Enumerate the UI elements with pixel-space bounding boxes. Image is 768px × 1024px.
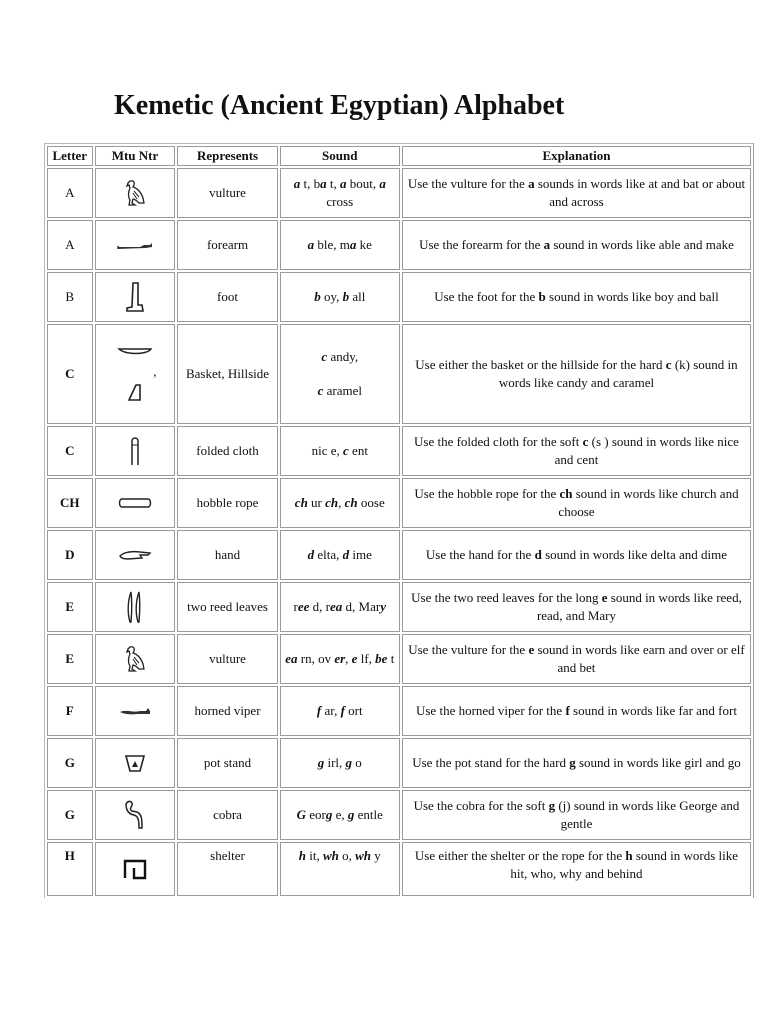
sound-bold-segment: er — [334, 651, 346, 666]
explanation-text-segment: Use the pot stand for the hard — [412, 755, 570, 770]
sound-bold-segment: ea — [285, 651, 298, 666]
sound-bold-segment: c — [343, 443, 349, 458]
mtu-ntr-cell — [95, 582, 176, 632]
represents-cell: cobra — [177, 790, 277, 840]
sound-text-segment: o, — [338, 848, 356, 863]
hobble-rope-icon — [98, 496, 173, 510]
explanation-cell — [402, 272, 751, 322]
forearm-icon — [98, 240, 173, 250]
explanation-bold-segment: g — [548, 798, 556, 813]
sound-text-segment: t — [387, 651, 395, 666]
sound-text-segment: d, Mar — [342, 599, 381, 614]
sound-text-segment: t, — [326, 176, 340, 191]
letter-cell: G — [47, 790, 93, 840]
sound-bold-segment: g — [345, 755, 353, 770]
explanation-bold-segment: e — [528, 642, 535, 657]
table-row — [47, 582, 751, 632]
mtu-ntr-cell — [95, 478, 176, 528]
letter-cell: B — [47, 272, 93, 322]
col-header-mtu-ntr: Mtu Ntr — [95, 146, 176, 166]
explanation-text-segment: sound in words like hit, who, why and behind — [510, 848, 739, 881]
letter-cell: H — [47, 842, 93, 896]
sound-bold-segment: h — [298, 848, 306, 863]
sound-text-segment: e, — [327, 443, 344, 458]
table-row — [47, 790, 751, 840]
sound-text-segment: ble, m — [314, 237, 350, 252]
explanation-cell — [402, 530, 751, 580]
sound-text-segment: o — [352, 755, 362, 770]
letter-cell: G — [47, 738, 93, 788]
explanation-text-segment: sound in words like church and choose — [558, 486, 739, 519]
explanation-bold-segment: a — [543, 237, 551, 252]
sound-text-segment: d, r — [309, 599, 331, 614]
sound-bold-segment: G — [296, 807, 306, 822]
sound-text-segment: cross — [326, 194, 354, 209]
explanation-text-segment: Use either the shelter or the rope for the — [414, 848, 626, 863]
table-row — [47, 738, 751, 788]
explanation-text-segment: sound in words like able and make — [550, 237, 734, 252]
sound-text-segment: r — [293, 599, 298, 614]
col-header-letter: Letter — [47, 146, 93, 166]
alphabet-table — [44, 143, 754, 898]
table-row — [47, 272, 751, 322]
explanation-text-segment: Use the cobra for the soft — [413, 798, 549, 813]
sound-text-segment: entle — [354, 807, 383, 822]
represents-cell: vulture — [177, 634, 277, 684]
represents-cell: forearm — [177, 220, 277, 270]
explanation-bold-segment: ch — [559, 486, 573, 501]
explanation-cell — [402, 426, 751, 476]
letter-cell: D — [47, 530, 93, 580]
explanation-text-segment: sound in words like far and fort — [569, 703, 737, 718]
letter-cell: E — [47, 582, 93, 632]
sound-text-segment: eor — [306, 807, 326, 822]
sound-text-segment: irl, — [324, 755, 346, 770]
hand-icon — [98, 549, 173, 561]
explanation-bold-segment: h — [625, 848, 633, 863]
sound-text-segment: aramel — [323, 383, 362, 398]
sound-cell — [280, 272, 400, 322]
explanation-bold-segment: g — [569, 755, 576, 770]
explanation-text-segment: sound in words like earn and over or elf and bet — [534, 642, 745, 675]
sound-bold-segment: be — [375, 651, 388, 666]
explanation-bold-segment: f — [565, 703, 570, 718]
explanation-bold-segment: b — [538, 289, 546, 304]
explanation-text-segment: Use either the basket or the hillside for the hard — [415, 357, 666, 372]
sound-cell — [280, 790, 400, 840]
table-row — [47, 426, 751, 476]
explanation-cell — [402, 738, 751, 788]
sound-cell — [280, 478, 400, 528]
sound-text-segment: all — [349, 289, 366, 304]
represents-cell: horned viper — [177, 686, 277, 736]
represents-cell: folded cloth — [177, 426, 277, 476]
sound-text-segment: ent — [348, 443, 368, 458]
letter-cell: E — [47, 634, 93, 684]
sound-text-segment: ar, — [321, 703, 341, 718]
sound-text-segment: ke — [356, 237, 372, 252]
explanation-text-segment: Use the hobble rope for the — [414, 486, 560, 501]
explanation-cell — [402, 582, 751, 632]
sound-text-segment: , — [338, 495, 345, 510]
sound-bold-segment: ch — [344, 495, 358, 510]
sound-bold-segment: a — [320, 176, 327, 191]
vulture-icon — [98, 179, 173, 207]
sound-bold-segment: e — [351, 651, 358, 666]
sound-bold-segment: d — [307, 547, 315, 562]
table-row — [47, 842, 751, 896]
mtu-ntr-cell — [95, 426, 176, 476]
explanation-text-segment: Use the foot for the — [434, 289, 539, 304]
folded-cloth-icon — [98, 435, 173, 467]
explanation-bold-segment: c — [665, 357, 672, 372]
sound-text-segment: andy, — [327, 349, 359, 364]
sound-cell — [280, 426, 400, 476]
mtu-ntr-cell — [95, 324, 176, 424]
sound-line — [283, 382, 397, 400]
sound-bold-segment: a — [339, 176, 347, 191]
sound-bold-segment: a — [307, 237, 315, 252]
explanation-text-segment: (s ) sound in words like nice and cent — [554, 434, 739, 467]
explanation-cell — [402, 478, 751, 528]
letter-cell: F — [47, 686, 93, 736]
two-reed-leaves-icon — [98, 590, 173, 624]
sound-text-segment: it, — [305, 848, 323, 863]
sound-text-segment: bout, — [346, 176, 380, 191]
sound-bold-segment: d — [342, 547, 350, 562]
sound-text-segment: ort — [344, 703, 363, 718]
table-row — [47, 220, 751, 270]
vulture-icon — [98, 645, 173, 673]
sound-bold-segment: ea — [330, 599, 343, 614]
header-row — [47, 146, 751, 166]
col-header-represents: Represents — [177, 146, 277, 166]
sound-bold-segment: ch — [325, 495, 339, 510]
page-title: Kemetic (Ancient Egyptian) Alphabet — [114, 90, 565, 121]
explanation-text-segment: Use the hand for the — [425, 547, 535, 562]
explanation-text-segment: Use the folded cloth for the soft — [414, 434, 583, 449]
sound-bold-segment: wh — [355, 848, 372, 863]
sound-bold-segment: f — [316, 703, 322, 718]
letter-cell: A — [47, 220, 93, 270]
sound-bold-segment: b — [342, 289, 350, 304]
sound-cell — [280, 738, 400, 788]
explanation-text-segment: Use the vulture for the — [408, 642, 529, 657]
sound-cell — [280, 530, 400, 580]
sound-bold-segment: wh — [322, 848, 339, 863]
mtu-ntr-cell — [95, 168, 176, 218]
explanation-bold-segment: e — [601, 590, 608, 605]
explanation-text-segment: sounds in words like at and bat or about and across — [534, 176, 746, 209]
cobra-icon — [98, 798, 173, 832]
letter-cell: C — [47, 426, 93, 476]
basket-icon — [98, 346, 173, 356]
mtu-ntr-cell — [95, 738, 176, 788]
sound-cell — [280, 324, 400, 424]
explanation-text-segment: sound in words like boy and ball — [545, 289, 719, 304]
sound-cell — [280, 634, 400, 684]
sound-bold-segment: g — [317, 755, 325, 770]
explanation-text-segment: (j) sound in words like George and gentle — [555, 798, 740, 831]
table-row — [47, 634, 751, 684]
represents-cell: foot — [177, 272, 277, 322]
sound-text-segment: t, b — [300, 176, 321, 191]
explanation-cell — [402, 790, 751, 840]
table-row — [47, 324, 751, 424]
letter-cell: C — [47, 324, 93, 424]
foot-icon — [98, 281, 173, 313]
mtu-ntr-cell — [95, 686, 176, 736]
letter-cell: A — [47, 168, 93, 218]
hillside-icon — [98, 382, 173, 402]
explanation-cell — [402, 168, 751, 218]
explanation-cell — [402, 220, 751, 270]
sound-bold-segment: f — [340, 703, 345, 718]
sound-bold-segment: c — [321, 349, 328, 364]
letter-cell: CH — [47, 478, 93, 528]
glyph-separator-comma: , — [153, 364, 157, 379]
mtu-ntr-cell — [95, 530, 176, 580]
sound-bold-segment: a — [379, 176, 386, 191]
sound-text-segment: elta, — [314, 547, 343, 562]
represents-cell: vulture — [177, 168, 277, 218]
sound-text-segment: ime — [349, 547, 372, 562]
explanation-text-segment: Use the horned viper for the — [415, 703, 566, 718]
sound-text-segment: e, — [332, 807, 348, 822]
sound-text-segment: ur — [307, 495, 326, 510]
sound-bold-segment: a — [349, 237, 357, 252]
sound-text-segment: lf, — [357, 651, 376, 666]
sound-cell — [280, 582, 400, 632]
sound-bold-segment: y — [380, 599, 386, 614]
sound-bold-segment: c — [317, 383, 324, 398]
explanation-bold-segment: a — [528, 176, 535, 191]
represents-cell: Basket, Hillside — [177, 324, 277, 424]
pot-stand-icon — [98, 753, 173, 773]
sound-text-segment: , — [345, 651, 352, 666]
mtu-ntr-cell — [95, 634, 176, 684]
explanation-text-segment: Use the two reed leaves for the long — [411, 590, 602, 605]
represents-cell: hand — [177, 530, 277, 580]
sound-text-segment: y — [371, 848, 381, 863]
explanation-text-segment: Use the forearm for the — [419, 237, 544, 252]
mtu-ntr-cell — [95, 272, 176, 322]
sound-cell — [280, 686, 400, 736]
table-row — [47, 530, 751, 580]
explanation-cell — [402, 324, 751, 424]
explanation-text-segment: Use the vulture for the — [407, 176, 529, 191]
explanation-bold-segment: c — [582, 434, 589, 449]
explanation-text-segment: sound in words like reed, read, and Mary — [536, 590, 742, 623]
sound-bold-segment: a — [293, 176, 301, 191]
sound-bold-segment: ee — [297, 599, 310, 614]
explanation-cell — [402, 686, 751, 736]
represents-cell: shelter — [177, 842, 277, 896]
explanation-text-segment: sound in words like delta and dime — [541, 547, 728, 562]
sound-text-segment: oose — [357, 495, 385, 510]
mtu-ntr-cell — [95, 842, 176, 896]
sound-text-segment: oy, — [320, 289, 343, 304]
explanation-bold-segment: d — [534, 547, 542, 562]
explanation-text-segment: sound in words like girl and go — [575, 755, 741, 770]
mtu-ntr-cell — [95, 790, 176, 840]
explanation-cell — [402, 842, 751, 896]
sound-cell — [280, 220, 400, 270]
table-row — [47, 478, 751, 528]
explanation-cell — [402, 634, 751, 684]
represents-cell: pot stand — [177, 738, 277, 788]
explanation-text-segment: (k) sound in words like candy and caramel — [498, 357, 738, 390]
table-row — [47, 686, 751, 736]
table-row — [47, 168, 751, 218]
horned-viper-icon — [98, 705, 173, 717]
sound-text-segment: rn, ov — [297, 651, 335, 666]
col-header-explanation: Explanation — [402, 146, 751, 166]
mtu-ntr-cell — [95, 220, 176, 270]
represents-cell: two reed leaves — [177, 582, 277, 632]
sound-bold-segment: b — [314, 289, 321, 304]
shelter-icon — [98, 858, 173, 880]
sound-cell — [280, 842, 400, 896]
col-header-sound: Sound — [280, 146, 400, 166]
sound-cell — [280, 168, 400, 218]
sound-bold-segment: g — [347, 807, 355, 822]
represents-cell: hobble rope — [177, 478, 277, 528]
sound-bold-segment: g — [325, 807, 333, 822]
sound-bold-segment: ch — [294, 495, 308, 510]
sound-line — [283, 348, 397, 366]
sound-text-segment: nic — [311, 443, 328, 458]
